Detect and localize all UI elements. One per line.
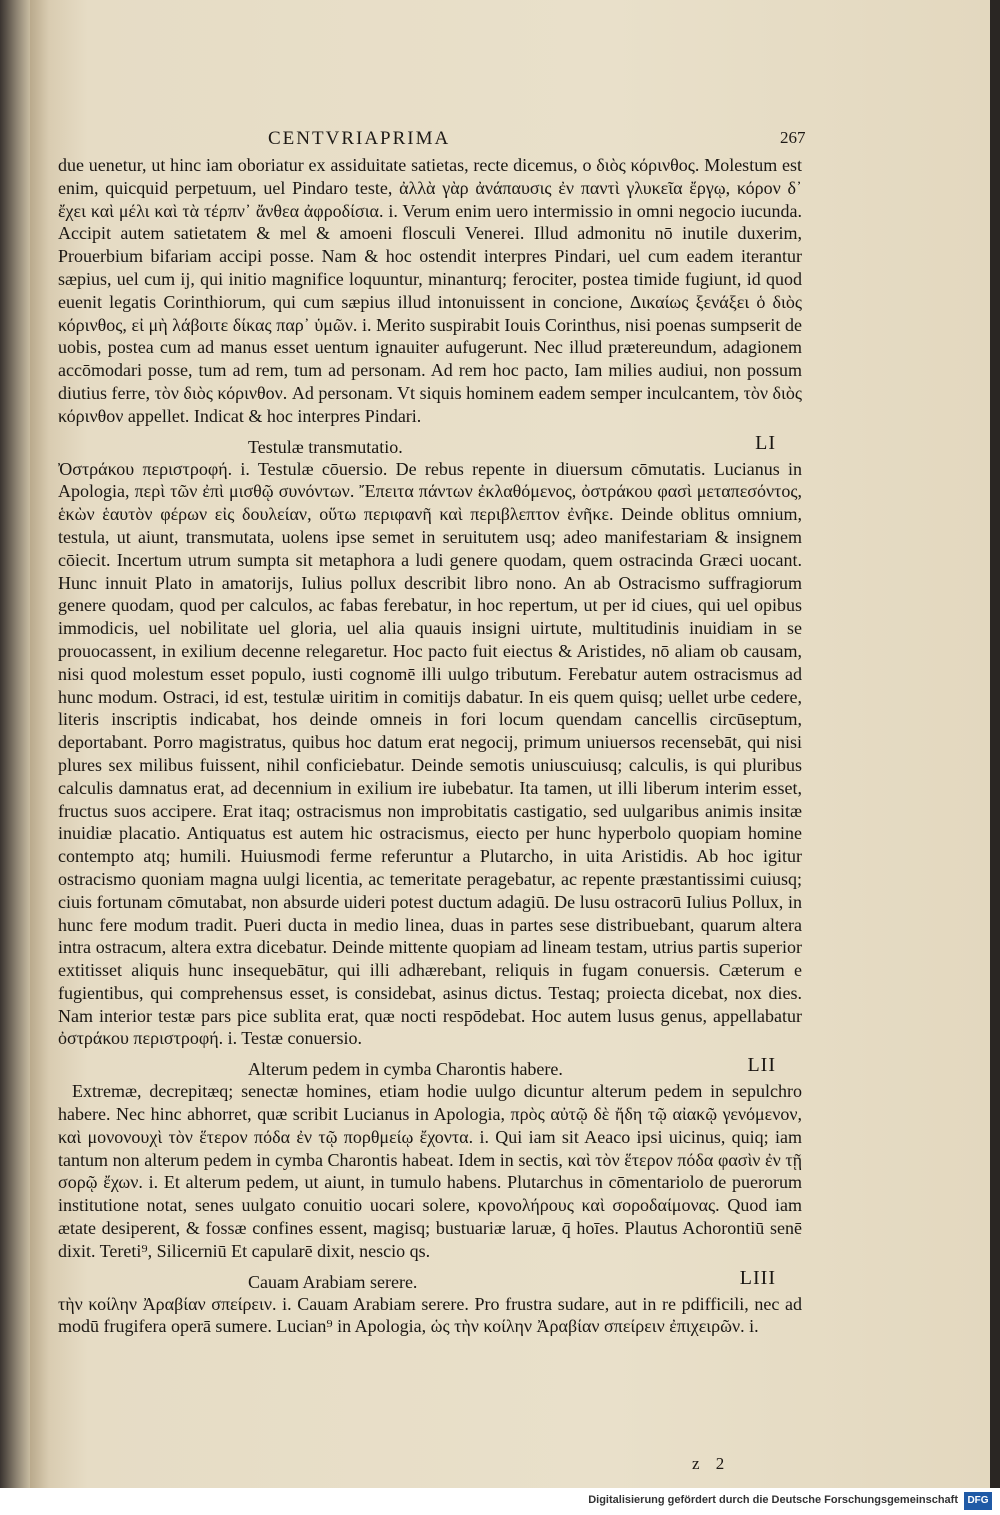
book-spine-edge [0, 0, 30, 1488]
adage-heading-53 [58, 1267, 802, 1293]
adage-number: LI [755, 431, 776, 454]
adage-number: LII [747, 1054, 776, 1077]
adage-paragraph: Extremæ, decrepitæq; senectæ homines, etiam hodie uulgo dicuntur alterum pedem in sepulchro habere. Nec hinc abhorret, quæ scribit Lucianus in Apologia, πρὸς αὐτῷ δὲ ἤδη τῷ αἰακῷ γενόμενον, καὶ μονονουχὶ τὸν ἕτερον πόδα ἐν τῷ πορθμείῳ ἔχοντα. i. Qui iam sit Aeaco ipsi uicinus, quiq; iam tantum non alterum pedem in cymba Charontis habeat. Idem in sectis, καὶ τὸν ἕτερον πόδα φασὶν ἐν τῇ σορῷ ἔχων. i. Et alterum pedem, ut aiunt, in tumulo habens. Plutarchus in cōmentariolo de puerorum institutione notat, senes uulgato conuitio uocari solere, κρονολήρους καὶ σοροδαίμονας. Quod iam ætate desiperent, & fossæ confines essent, magisq; bustuariæ laruæ, q̄ hoīes. Plautus Achorontiū senē dixit. Tereti⁹, Silicerniū Et capularē dixit, nescio qs. [58, 1081, 802, 1261]
text-block [58, 154, 802, 1338]
dfg-logo-icon: DFG [964, 1492, 992, 1510]
adage-paragraph: τὴν κοίλην Ἀραβίαν σπείρειν. i. Cauam Arabiam serere. Pro frustra sudare, aut in re pdifficili, nec ad modū frugifera operā sumere. Lucian⁹ in Apologia, ὡς τὴν κοίλην Ἀραβίαν σπείρειν ἐπιχειρῶν. i. [58, 1293, 802, 1337]
adage-title: Testulæ transmutatio. [248, 436, 403, 457]
adage-title: Alterum pedem in cymba Charontis habere. [248, 1059, 563, 1080]
adage-heading-52 [58, 1054, 802, 1080]
digitization-credit: Digitalisierung gefördert durch die Deutsche Forschungsgemeinschaft [588, 1494, 958, 1506]
adage-title: Cauam Arabiam serere. [248, 1271, 418, 1292]
signature-mark: z 2 [692, 1454, 731, 1473]
continuation-paragraph: due uenetur, ut hinc iam oboriatur ex assiduitate satietas, recte dicemus, ο διὸς κόρινθος. Molestum est enim, quicquid perpetuum, uel Pindaro teste, ἀλλὰ γὰρ ἀνάπαυσις ἐν παντὶ γλυκεῖα ἔργῳ, κόρον δ᾽ ἔχει καὶ μέλι καὶ τὰ τέρπν᾽ ἄνθεα ἀφροδίσια. i. Verum enim uero intermissio in omni negocio iucunda. Accipit autem satietatem & mel & amoeni flosculi Venerei. Illud admonitu nō inutile duxerim, Prouerbium bifariam accipi posse. Nam & hoc ostendit interpres Pindari, uel cum eadem iterantur sæpius, uel cum ij, qui initio magnifice loquuntur, minanturq; ferociter, postea timide fugiunt, id quod euenit legatis Corinthiorum, qui cum sæpius illud intonuissent in concione, Δικαίως ξενάξει ὁ διὸς κόρινθος, εἰ μὴ λάβοιτε δίκας παρ᾽ ὑμῶν. i. Merito suspirabit Iouis Corinthus, nisi poenas sumpserit de uobis, postea cum ad manus esset uentum ignauiter aufugerunt. Nec illud prætereundum, adagionem accōmodari posse, tum ad rem, tum ad personam. Ad rem hoc pacto, Iam milies audiui, non possum diutius ferre, τὸν διὸς κόρινθον. Ad personam. Vt siquis hominem eadem semper inculcantem, τὸν διὸς κόρινθον appellet. Indicat & hoc interpres Pindari. [58, 155, 802, 426]
running-head [268, 128, 450, 150]
adage-number: LIII [739, 1266, 776, 1289]
adage-paragraph: Ὀστράκου περιστροφή. i. Testulæ cōuersio. De rebus repente in diuersum cōmutatis. Lucianus in Apologia, περὶ τῶν ἐπὶ μισθῷ συνόντων. Ἔπειτα πάντων ἐκλαθόμενος, ὀστράκου φασὶ μεταπεσόντος, ἑκὼν ἑαυτὸν φέρων εἰς δουλείαν, οὕτω περιφανῆ καὶ περιβλεπτον ἐνῆκε. Deinde oblitus omnium, testula, ut aiunt, transmutata, uolens ipse semet in seruitutem usq; adeo manifestariam & insignem cōiecit. Incertum utrum sumpta sit metaphora a ludi genere quodam, quem ostracinda Græci uocant. Hunc innuit Plato in amatorijs, Iulius pollux describit libro nono. An ab Ostracismo suffragiorum genere quodam, quod per calculos, ac fabas ferebatur, in hoc repertum, ut per id ciues, qui uel opibus immodicis, uel nobilitate uel gloria, uel alia quauis insigni uirtute, multitudinis inuidiam in se prouocassent, in exilium decenne relegaretur. Hoc pacto fuit eiectus & Aristides, nō aliam ob causam, nisi quod molestum esset populo, iusti cognomē illi uulgo tributum. Ferebatur autem ostracismus ad hunc modum. Ostraci, id est, testulæ uiritim in comitijs dabatur. In eis quem quisq; uellet urbe cedere, literis inscriptis indicabat, hos deinde omneis in fori locum quendam cancellis circūseptum, deportabant. Porro magistratus, quibus hoc datum erat negocij, primum uniuersos recensebāt, qui nisi plures sex milibus fuissent, nihil conficiebatur. Deinde semotis uniuscuiusq; calculis, is qui pluribus calculis damnatus erat, ad decennium in exilium ire iubebatur. Ita tamen, ut illi liberum interim esset, fructus suos accipere. Erat itaq; ostracismus non improbitatis castigatio, sed uulgaribus animis insitæ inuidiæ placatio. Antiquatus est autem hic ostracismus, eiecto per hunc hyperbolo quopiam homine contempto atq; humili. Huiusmodi ferme referuntur a Plutarcho, in uita Aristidis. Ab hoc igitur ostracismo quoniam magna uulgi licentia, ac temeritate peragebatur, ac repente præstantissimi cuiusq; ciuis fortunam cōmutabat, non absurde uideri potest ductum adagiū. De lusu ostracorū Iulius Pollux, in hunc fere modum tradit. Pueri ducta in medio linea, duas in partes sese distribuebant, quarum altera intra ostracum, altera extra dicebatur. Deinde mittente quopiam ad lineam testam, utrius partis superior extitisset aliquis hunc insequebātur, qui illi adhærebant, reliquis in fugam conuersis. Cæterum e fugientibus, qui comprehensus esset, is considebat, asinus dictus. Testaq; proiecta dicebat, nox dies. Nam interior testæ pars pice sublita erat, quæ nocti respōdebat. Hoc autem lusus genus, appellabatur ὀστράκου περιστροφή. i. Testæ conuersio. [58, 458, 802, 1049]
running-head-title: CENTVRIAPRIMA [268, 128, 451, 149]
adage-heading-51 [58, 432, 802, 458]
page-number: 267 [780, 128, 806, 147]
